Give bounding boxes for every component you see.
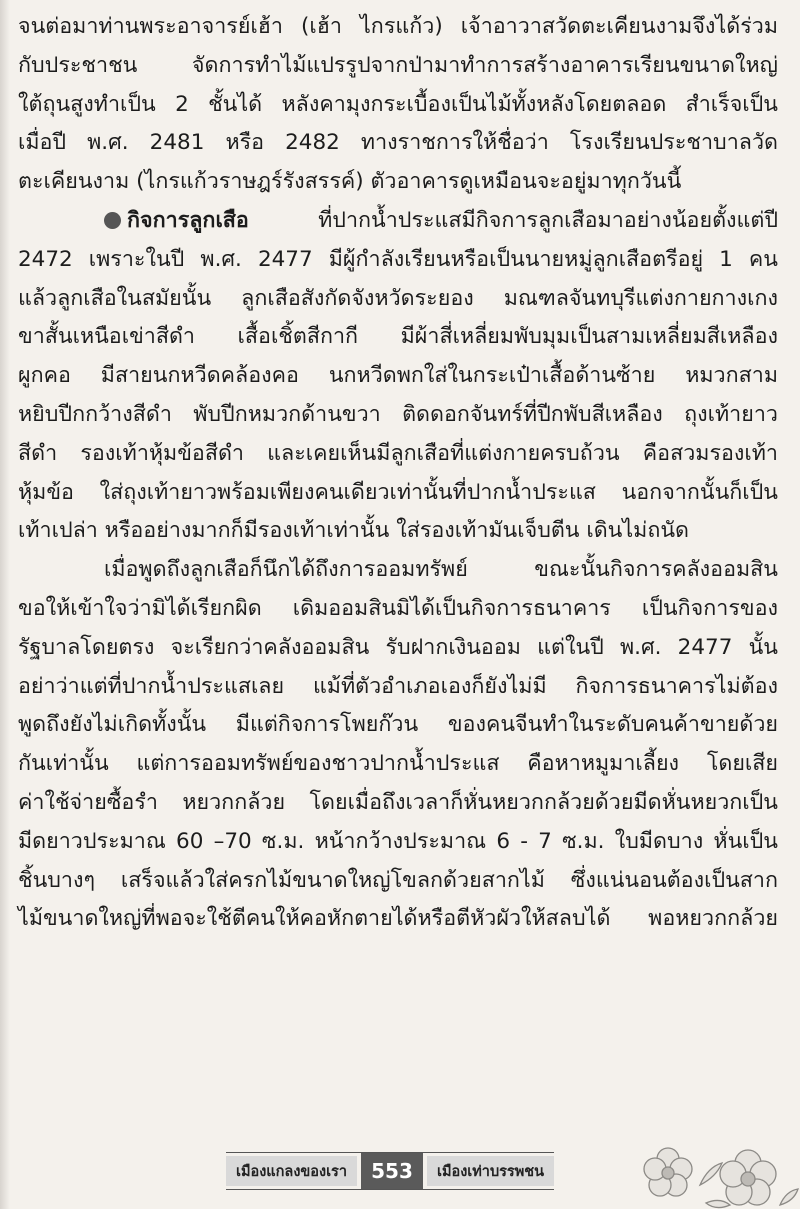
text-line: กับประชาชน จัดการทำไม้แปรรูปจากป่ามาทำการสร้างอาคารเรียนขนาดใหญ่ bbox=[18, 52, 778, 78]
text-line: พูดถึงยังไม่เกิดทั้งนั้น มีแต่กิจการโพยก๊วน ของคนจีนทำในระดับคนค้าขายด้วย bbox=[18, 712, 778, 738]
text-line: ขาสั้นเหนือเข่าสีดำ เสื้อเชิ้ตสีกากี มีผ้าสี่เหลี่ยมพับมุมเป็นสามเหลี่ยมสีเหลือง bbox=[18, 324, 778, 350]
text-line: เมื่อพูดถึงลูกเสือก็นึกได้ถึงการออมทรัพย์ ขณะนั้นกิจการคลังออมสิน bbox=[104, 557, 778, 583]
page-footer bbox=[226, 1152, 554, 1190]
flower-ornament-icon bbox=[630, 1145, 800, 1209]
text-line: ค่าใช้จ่ายซื้อรำ หยวกกล้วย โดยเมื่อถึงเวลาก็หั่นหยวกกล้วยด้วยมีดหั่นหยวกเป็น bbox=[18, 789, 778, 815]
text-line: กันเท่านั้น แต่การออมทรัพย์ของชาวปากน้ำประแส คือหาหมูมาเลี้ยง โดยเสีย bbox=[18, 751, 778, 777]
paragraph-school bbox=[18, 8, 778, 202]
text-line: ตะเคียนงาม (ไกรแก้วราษฎร์รังสรรค์) ตัวอาคารดูเหมือนจะอยู่มาทุกวันนี้ bbox=[18, 169, 682, 195]
text-line: แล้วลูกเสือในสมัยนั้น ลูกเสือสังกัดจังหวัดระยอง มณฑลจันทบุรีแต่งกายกางเกง bbox=[18, 285, 778, 311]
page-body bbox=[18, 8, 778, 939]
text-line: ไม้ขนาดใหญ่ที่พอจะใช้ตีคนให้คอหักตายได้หรือตีหัวผัวให้สลบได้ พอหยวกกล้วย bbox=[18, 906, 778, 932]
footer-chapter-title: เมืองเท่าบรรพชน bbox=[427, 1156, 554, 1186]
text-line: มีดยาวประมาณ 60 –70 ซ.ม. หน้ากว้างประมาณ 6 - 7 ซ.ม. ใบมีดบาง หั่นเป็น bbox=[18, 828, 778, 854]
text-line: รัฐบาลโดยตรง จะเรียกว่าคลังออมสิน รับฝากเงินออม แต่ในปี พ.ศ. 2477 นั้น bbox=[18, 634, 778, 660]
text-line: 2472 เพราะในปี พ.ศ. 2477 มีผู้กำลังเรียนหรือเป็นนายหมู่ลูกเสือตรีอยู่ 1 คน bbox=[18, 246, 778, 272]
paragraph-scouts bbox=[18, 202, 778, 551]
text-line: ใต้ถุนสูงทำเป็น 2 ชั้นได้ หลังคามุงกระเบื้องเป็นไม้ทั้งหลังโดยตลอด สำเร็จเป็น bbox=[18, 91, 778, 117]
text-line: สีดำ รองเท้าหุ้มข้อสีดำ และเคยเห็นมีลูกเสือที่แต่งกายครบถ้วน คือสวมรองเท้า bbox=[18, 440, 778, 466]
text-line: ขอให้เข้าใจว่ามิได้เรียกผิด เดิมออมสินมิได้เป็นกิจการธนาคาร เป็นกิจการของ bbox=[18, 595, 778, 621]
text-line: เมื่อปี พ.ศ. 2481 หรือ 2482 ทางราชการให้ชื่อว่า โรงเรียนประชาบาลวัด bbox=[18, 130, 778, 156]
text-line: ชิ้นบางๆ เสร็จแล้วใส่ครกไม้ขนาดใหญ่โขลกด้วยสากไม้ ซึ่งแน่นอนต้องเป็นสาก bbox=[18, 867, 778, 893]
page-number: 553 bbox=[361, 1153, 423, 1189]
bullet-icon bbox=[104, 212, 121, 229]
paragraph-savings bbox=[18, 551, 778, 939]
text-line: จนต่อมาท่านพระอาจารย์เฮ้า (เฮ้า ไกรแก้ว) เจ้าอาวาสวัดตะเคียนงามจึงได้ร่วม bbox=[18, 14, 778, 39]
text-line: หุ้มข้อ ใส่ถุงเท้ายาวพร้อมเพียงคนเดียวเท่านั้นที่ปากน้ำประแส นอกจากนั้นก็เป็น bbox=[18, 479, 778, 505]
text-line: ผูกคอ มีสายนกหวีดคล้องคอ นกหวีดพกใส่ในกระเป๋าเสื้อด้านซ้าย หมวกสาม bbox=[18, 363, 778, 389]
text-line: หยิบปีกกว้างสีดำ พับปีกหมวกด้านขวา ติดดอกจันทร์ที่ปีกพับสีเหลือง ถุงเท้ายาว bbox=[18, 401, 778, 427]
footer-book-title: เมืองแกลงของเรา bbox=[226, 1156, 357, 1186]
text-line: อย่าว่าแต่ที่ปากน้ำประแสเลย แม้ที่ตัวอำเภอเองก็ยังไม่มี กิจการธนาคารไม่ต้อง bbox=[18, 673, 778, 699]
text-line: เท้าเปล่า หรืออย่างมากก็มีรองเท้าเท่านั้น ใส่รองเท้ามันเจ็บตีน เดินไม่ถนัด bbox=[18, 518, 690, 544]
text-run: ที่ปากน้ำประแสมีกิจการลูกเสือมาอย่างน้อยตั้งแต่ปี bbox=[318, 207, 778, 233]
text-line bbox=[18, 202, 778, 241]
page-edge-shadow bbox=[0, 0, 10, 1209]
section-heading: กิจการลูกเสือ bbox=[127, 207, 249, 233]
